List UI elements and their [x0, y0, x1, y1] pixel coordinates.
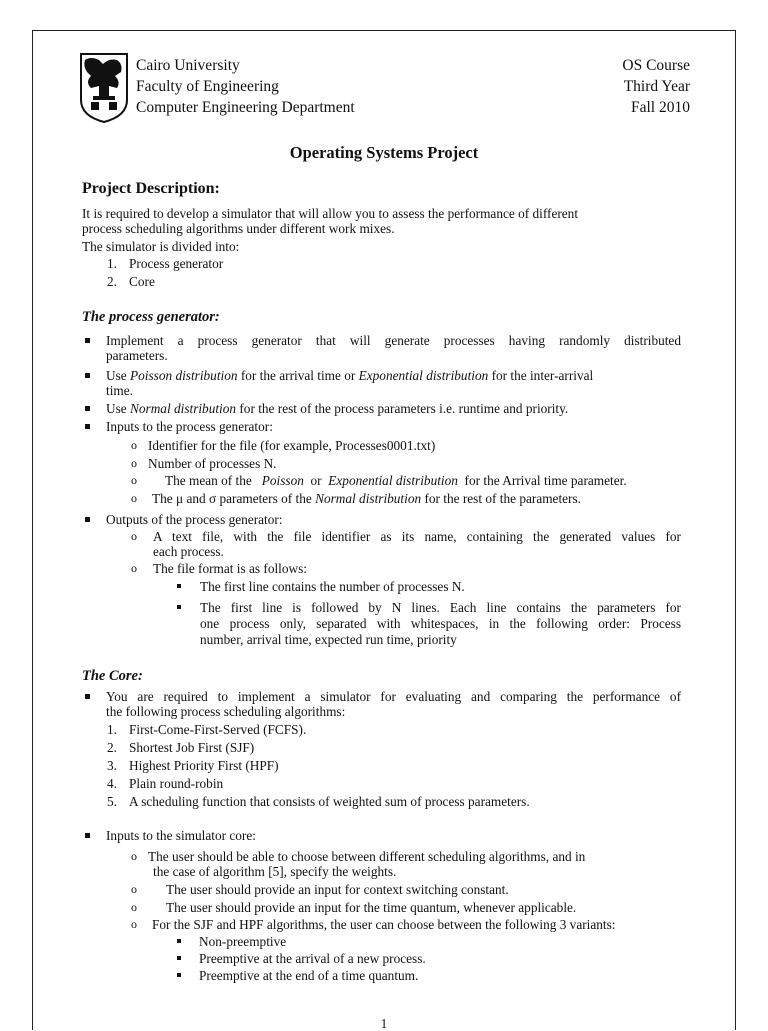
square-bullet [177, 956, 181, 960]
pg-bullet-2-line-2: time. [106, 383, 133, 398]
core-bullet-2: Inputs to the simulator core: [106, 828, 256, 843]
pg-output-1-line-2: each process. [153, 544, 224, 559]
intro-line-2: process scheduling algorithms under different work mixes. [82, 221, 395, 236]
pg-bullet-4: Inputs to the process generator: [106, 419, 273, 434]
intro-line-1: It is required to develop a simulator that will allow you to assess the performance of different [82, 206, 579, 221]
faculty-name: Faculty of Engineering [136, 78, 279, 95]
square-bullet [177, 584, 181, 588]
circle-bullet: o [131, 456, 137, 470]
year-level: Third Year [623, 78, 690, 95]
pg-bullet-2-line-1: Use Poisson distribution for the arrival time or Exponential distribution for the inter-arrival [106, 368, 594, 383]
bullet [85, 694, 90, 699]
core-input-3: The user should provide an input for the time quantum, whenever applicable. [166, 900, 577, 915]
bullet [85, 406, 90, 411]
variant-item: Preemptive at the arrival of a new process. [199, 951, 426, 966]
circle-bullet: o [131, 473, 137, 487]
core-input-4: For the SJF and HPF algorithms, the user can choose between the following 3 variants: [152, 917, 616, 932]
core-heading: The Core: [82, 668, 143, 684]
list-number: 4. [107, 776, 117, 791]
square-bullet [177, 605, 181, 609]
divided-text: The simulator is divided into: [82, 239, 240, 254]
variant-item: Non-preemptive [199, 934, 287, 949]
format-item-2-line-2: one process only, separated with whitespaces, in the following order: Process [200, 616, 681, 631]
core-input-1-line-2: the case of algorithm [5], specify the weights. [153, 864, 397, 879]
algorithm-item: Highest Priority First (HPF) [129, 758, 279, 773]
variant-item: Preemptive at the end of a time quantum. [199, 968, 419, 983]
core-bullet-1-line-2: the following process scheduling algorithms: [106, 704, 346, 719]
core-input-1-line-1: The user should be able to choose between different scheduling algorithms, and in [148, 849, 586, 864]
format-item-2-line-1: The first line is followed by N lines. Each line contains the parameters for [200, 600, 681, 615]
pg-output-2: The file format is as follows: [153, 561, 307, 576]
bullet [85, 424, 90, 429]
header-right [622, 55, 690, 118]
list-number: 1. [107, 256, 117, 271]
circle-bullet: o [131, 849, 137, 863]
document-title: Operating Systems Project [289, 143, 479, 162]
part-item: Core [129, 274, 155, 289]
core-bullet-1-line-1: You are required to implement a simulator for evaluating and comparing the performance of [106, 689, 681, 704]
pg-bullet-1-line-2: parameters. [106, 348, 168, 363]
square-bullet [177, 939, 181, 943]
square-bullet [177, 973, 181, 977]
process-generator-heading: The process generator: [82, 309, 220, 325]
pg-bullet-3: Use Normal distribution for the rest of the process parameters i.e. runtime and priority. [106, 401, 569, 416]
department-name: Computer Engineering Department [136, 99, 355, 116]
part-item: Process generator [129, 256, 224, 271]
circle-bullet: o [131, 882, 137, 896]
header-left [136, 55, 355, 118]
circle-bullet: o [131, 438, 137, 452]
pg-bullet-1-line-1: Implement a process generator that will generate processes having randomly distributed [106, 333, 681, 348]
bullet [85, 833, 90, 838]
pg-input-3: The mean of the Poisson or Exponential distribution for the Arrival time parameter. [165, 473, 627, 488]
list-number: 2. [107, 274, 117, 289]
list-number: 2. [107, 740, 117, 755]
university-name: Cairo University [136, 57, 240, 74]
circle-bullet: o [131, 900, 137, 914]
algorithm-item: First-Come-First-Served (FCFS). [129, 722, 307, 737]
pg-bullet-5: Outputs of the process generator: [106, 512, 283, 527]
pg-output-1-line-1: A text file, with the file identifier as its name, containing the generated values for [153, 529, 681, 544]
format-item-1: The first line contains the number of processes N. [200, 579, 465, 594]
core-input-2: The user should provide an input for context switching constant. [166, 882, 509, 897]
pg-input-4: The μ and σ parameters of the Normal distribution for the rest of the parameters. [152, 491, 581, 506]
list-number: 3. [107, 758, 117, 773]
algorithm-item: A scheduling function that consists of weighted sum of process parameters. [129, 794, 530, 809]
semester: Fall 2010 [631, 99, 690, 116]
page-number: 1 [380, 1016, 388, 1031]
circle-bullet: o [131, 917, 137, 931]
project-description-heading: Project Description: [82, 180, 220, 197]
university-logo [79, 52, 129, 124]
algorithm-item: Plain round-robin [129, 776, 224, 791]
bullet [85, 373, 90, 378]
circle-bullet: o [131, 529, 137, 543]
course-name: OS Course [622, 57, 690, 74]
algorithm-item: Shortest Job First (SJF) [129, 740, 255, 755]
bullet [85, 517, 90, 522]
format-item-2-line-3: number, arrival time, expected run time, priority [200, 632, 457, 647]
circle-bullet: o [131, 491, 137, 505]
pg-input-2: Number of processes N. [148, 456, 277, 471]
circle-bullet: o [131, 561, 137, 575]
list-number: 1. [107, 722, 117, 737]
list-number: 5. [107, 794, 117, 809]
bullet [85, 338, 90, 343]
pg-input-1: Identifier for the file (for example, Processes0001.txt) [148, 438, 436, 453]
